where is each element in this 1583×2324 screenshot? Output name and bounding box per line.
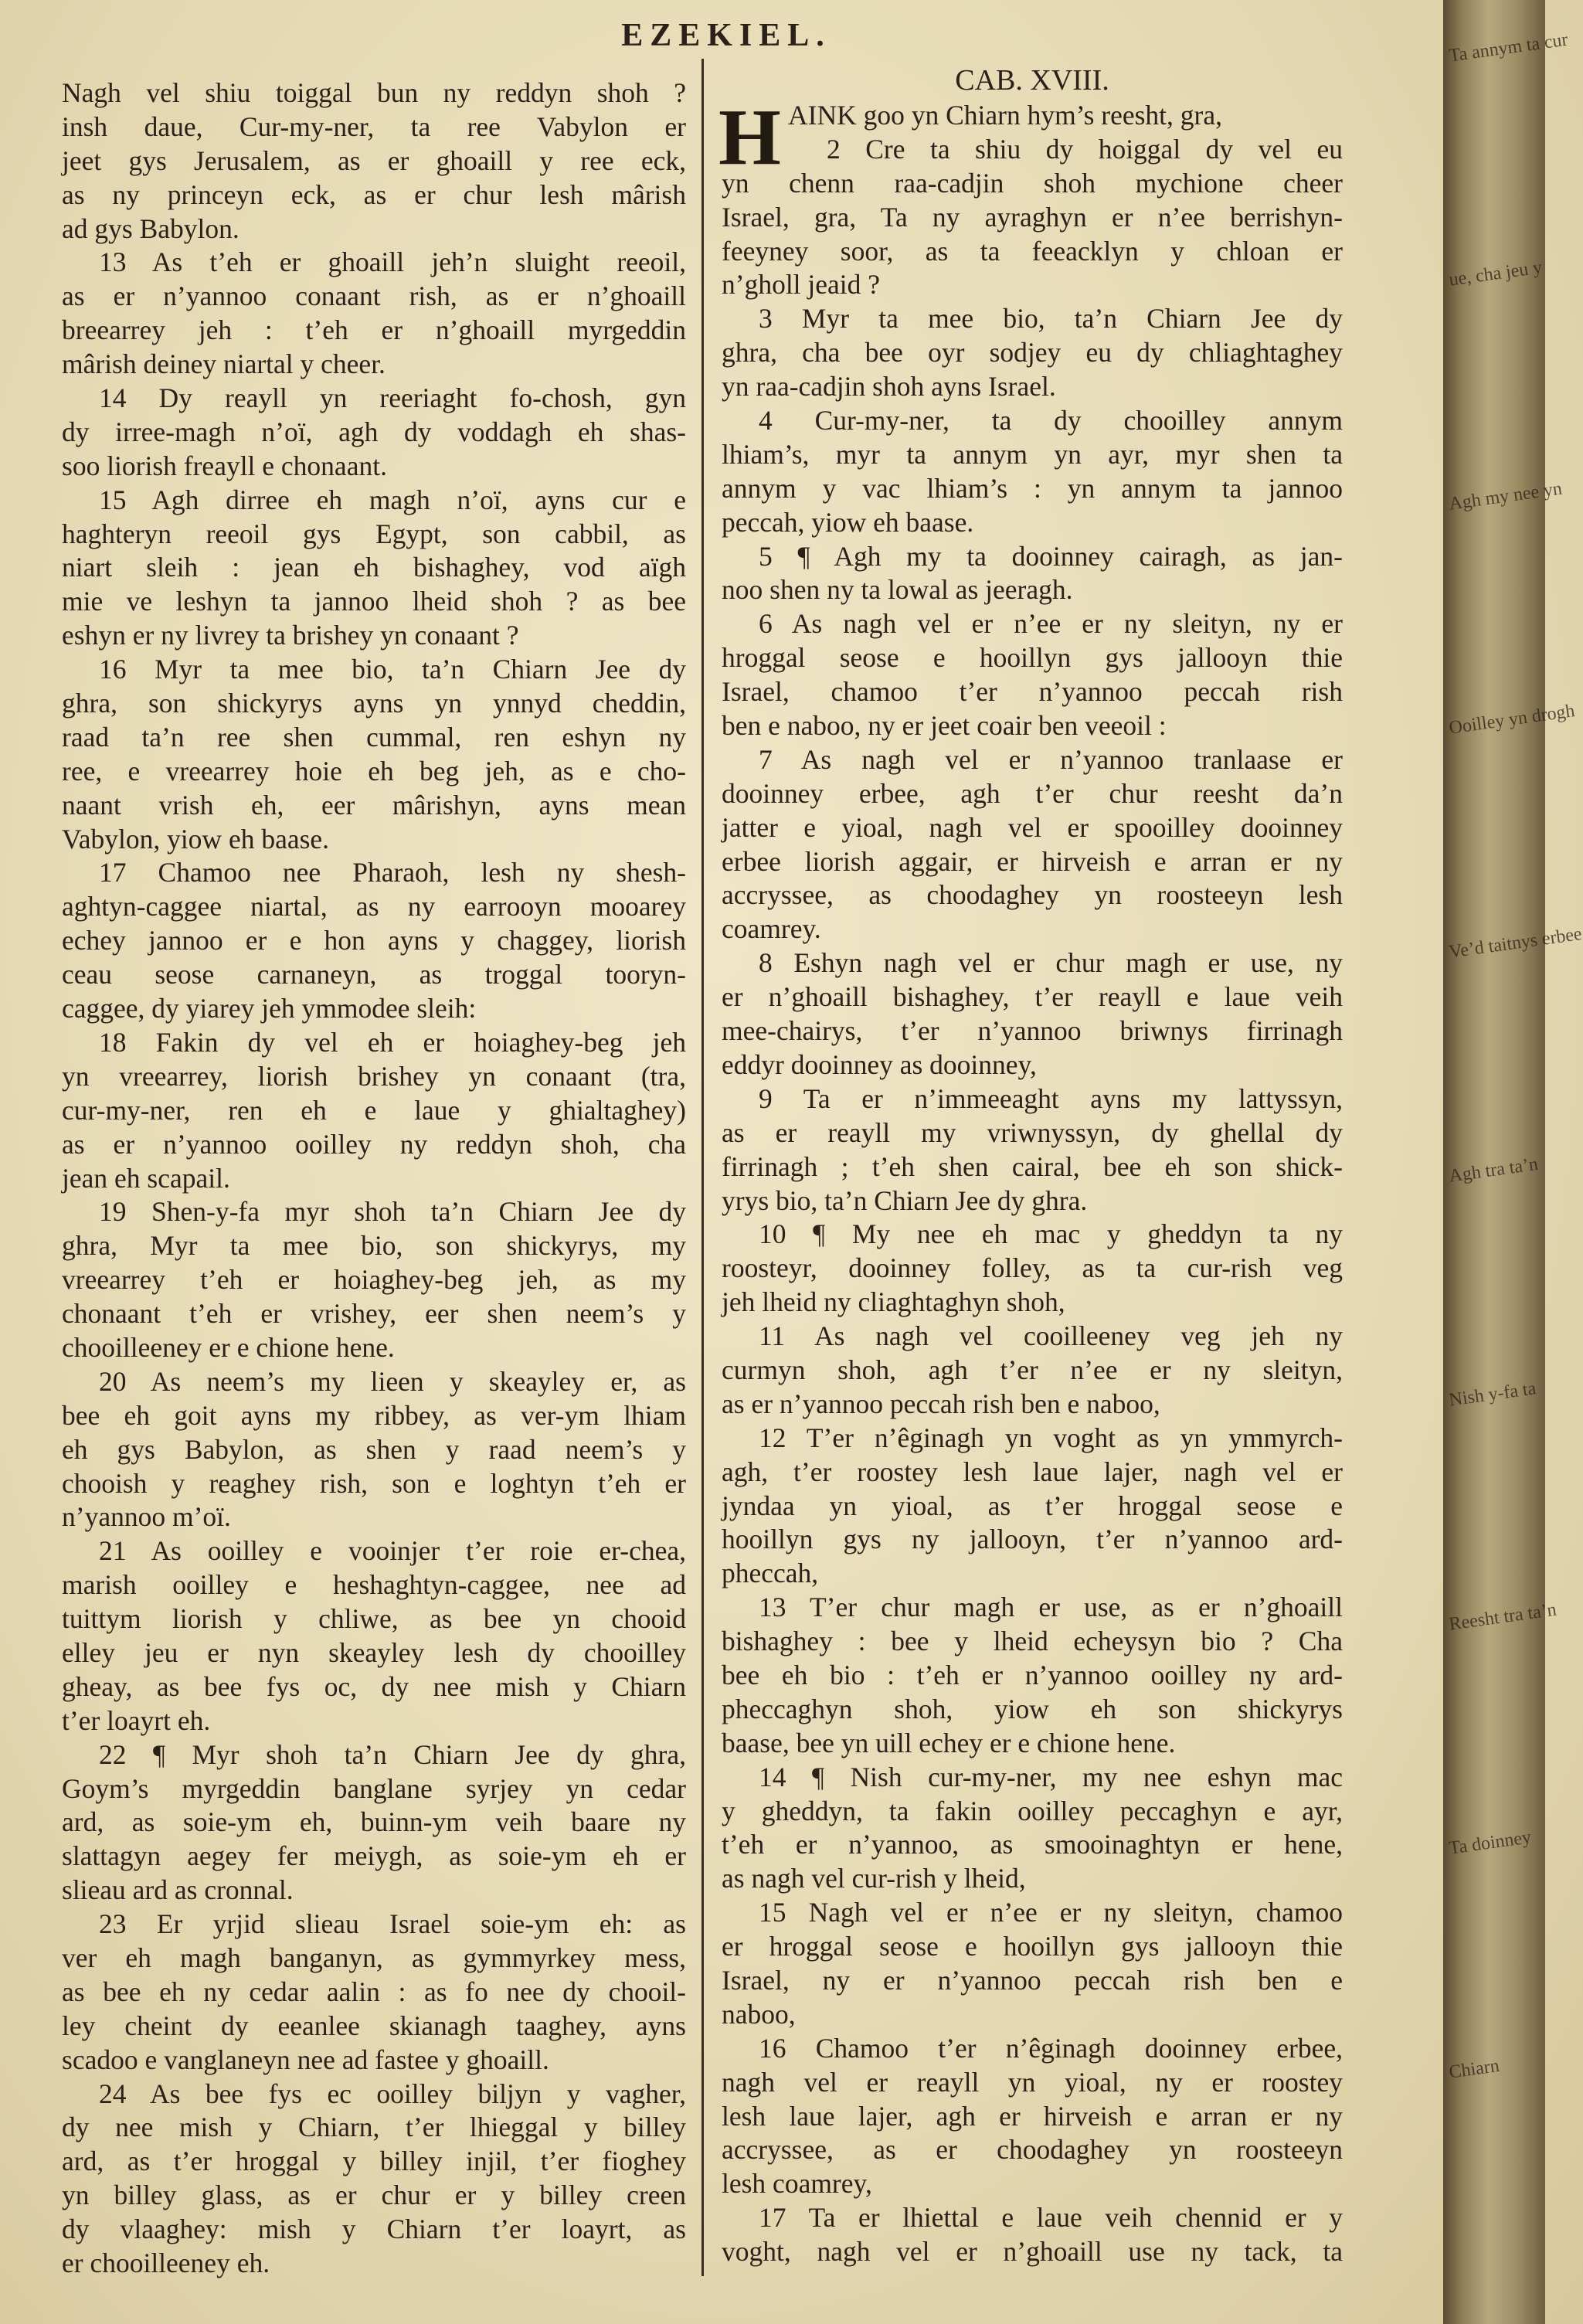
text-line: 14 Dy reayll yn reeriaght fo-chosh, gyn [99, 382, 686, 414]
text-line: ard, as soie-ym eh, buinn-ym veih baare ny [62, 1806, 686, 1838]
text-line: hroggal seose e hooillyn gys jallooyn thie [722, 642, 1343, 674]
text-line: ceau seose carnaneyn, as troggal tooryn- [62, 959, 686, 990]
text-line: 9 Ta er n’immeeaght ayns my lattyssyn, [759, 1082, 1343, 1114]
text-line: mie ve leshyn ta jannoo lheid shoh ? as bee [62, 586, 686, 617]
text-line: 23 Er yrjid slieau Israel soie-ym eh: as [99, 1908, 686, 1940]
text-line: 3 Myr ta mee bio, ta’n Chiarn Jee dy [759, 303, 1343, 335]
text-line: ben e naboo, ny er jeet coair ben veeoil : [722, 710, 1167, 742]
text-line: eh gys Babylon, as shen y raad neem’s y [62, 1433, 686, 1465]
text-line: dy nee mish y Chiarn, t’er lhieggal y billey [62, 2112, 686, 2143]
text-line: scadoo e vanglaneyn nee ad fastee y ghoaill. [62, 2044, 549, 2075]
text-line: yn billey glass, as er chur er y billey creen [62, 2180, 686, 2211]
text-line: jean eh scapail. [62, 1162, 230, 1194]
text-line: jyndaa yn yioal, as t’er hroggal seose e [722, 1490, 1343, 1521]
text-line: yn vreearrey, liorish brishey yn conaant (tra, [62, 1060, 686, 1092]
text-line: chonaant t’eh er vrishey, eer shen neem’s y [62, 1298, 686, 1330]
text-line: AINK goo yn Chiarn hym’s reesht, gra, [788, 100, 1222, 131]
text-line: 13 T’er chur magh er use, as er n’ghoaill [759, 1592, 1343, 1623]
curl-text-fragment: Chiarn [1448, 2055, 1501, 2083]
text-line: Vabylon, yiow eh baase. [62, 823, 330, 855]
text-line: ghra, son shickyrys ayns yn ynnyd cheddin, [62, 688, 686, 719]
text-line: haghteryn reeoil gys Egypt, son cabbil, as [62, 518, 686, 549]
text-line: caggee, dy yiarey jeh ymmodee sleih: [62, 993, 477, 1024]
text-line: t’eh er n’yannoo, as smooinaghtyn er hene, [722, 1829, 1343, 1860]
text-line: dooinney erbee, agh t’er chur reesht da’n [722, 777, 1343, 809]
text-line: 14 ¶ Nish cur-my-ner, my nee eshyn mac [759, 1761, 1343, 1792]
text-line: niart sleih : jean eh bishaghey, vod aïgh [62, 552, 686, 583]
text-line: 17 Chamoo nee Pharaoh, lesh ny shesh- [99, 857, 686, 888]
text-line: pheccah, [722, 1558, 819, 1589]
text-line: 22 ¶ Myr shoh ta’n Chiarn Jee dy ghra, [99, 1738, 686, 1770]
text-line: ghra, Myr ta mee bio, son shickyrys, my [62, 1230, 686, 1262]
text-line: Nagh vel shiu toiggal bun ny reddyn shoh ? [62, 77, 686, 108]
text-line: 5 ¶ Agh my ta dooinney cairagh, as jan- [759, 540, 1343, 572]
text-line: aghtyn-caggee niartal, as ny earrooyn mooarey [62, 891, 686, 922]
text-line: 10 ¶ My nee eh mac y gheddyn ta ny [759, 1218, 1343, 1250]
text-line: 18 Fakin dy vel eh er hoiaghey-beg jeh [99, 1026, 686, 1058]
text-line: erbee liorish aggair, er hirveish e arran er ny [722, 845, 1343, 877]
text-line: Goym’s myrgeddin banglane syrjey yn cedar [62, 1772, 686, 1804]
text-line: 15 Nagh vel er n’ee er ny sleityn, chamoo [759, 1897, 1343, 1928]
text-line: hooillyn gys ny jallooyn, t’er n’yannoo ard- [722, 1524, 1343, 1555]
text-line: lesh coamrey, [722, 2168, 872, 2200]
text-line: as er n’yannoo peccah rish ben e naboo, [722, 1388, 1160, 1419]
text-line: pheccaghyn shoh, yiow eh son shickyrys [722, 1693, 1343, 1724]
curl-text-fragment: Ta doinney [1448, 1827, 1533, 1859]
text-line: bishaghey : bee y lheid echeysyn bio ? Cha [722, 1626, 1343, 1657]
text-line: as er reayll my vriwnyssyn, dy ghellal dy [722, 1116, 1343, 1148]
text-line: ad gys Babylon. [62, 212, 239, 244]
curl-text-fragment: Ooilley yn drogh [1448, 701, 1577, 739]
text-line: n’gholl jeaid ? [722, 269, 881, 301]
text-line: Israel, gra, Ta ny ayraghyn er n’ee berrishyn- [722, 201, 1343, 233]
text-line: peccah, yiow eh baase. [722, 506, 974, 538]
text-line: nagh vel er reayll yn yioal, ny er roostey [722, 2066, 1343, 2098]
text-line: as nagh vel cur-rish y lheid, [722, 1863, 1026, 1894]
text-line: ver eh magh banganyn, as gymmyrkey mess, [62, 1942, 686, 1973]
text-line: firrinagh ; t’eh shen cairal, bee eh son shick- [722, 1150, 1343, 1182]
curl-text-fragment: Agh tra ta’n [1448, 1154, 1540, 1187]
text-line: 8 Eshyn nagh vel er chur magh er use, ny [759, 947, 1343, 979]
text-line: ghra, cha bee oyr sodjey eu dy chliaghtaghey [722, 337, 1343, 369]
text-line: Israel, chamoo t’er n’yannoo peccah rish [722, 676, 1343, 708]
text-line: raad ta’n ree shen cummal, ren eshyn ny [62, 721, 686, 753]
text-line: dy vlaaghey: mish y Chiarn t’er loayrt, as [62, 2214, 686, 2245]
left-column [62, 76, 686, 2281]
text-line: y gheddyn, ta fakin ooilley peccaghyn e ayr, [722, 1795, 1343, 1826]
text-line: accryssee, as er choodaghey yn roosteeyn [722, 2134, 1343, 2166]
text-line: yn raa-cadjin shoh ayns Israel. [722, 371, 1056, 403]
text-line: ree, e vreearrey hoie eh beg jeh, as e cho- [62, 755, 686, 787]
text-line: 4 Cur-my-ner, ta dy chooilley annym [759, 405, 1343, 437]
text-line: 6 As nagh vel er n’ee er ny sleityn, ny er [759, 608, 1343, 640]
next-page-curl [1443, 0, 1583, 2324]
text-line: insh daue, Cur-my-ner, ta ree Vabylon er [62, 110, 686, 142]
text-line: chooish y reaghey rish, son e loghtyn t’eh er [62, 1467, 686, 1499]
running-header: EZEKIEL. [621, 18, 831, 53]
text-line: eddyr dooinney as dooinney, [722, 1048, 1037, 1080]
text-line: slieau ard as cronnal. [62, 1874, 294, 1906]
text-line: 2 Cre ta shiu dy hoiggal dy vel eu [827, 133, 1343, 165]
text-line: naboo, [722, 1998, 796, 2030]
text-line: 20 As neem’s my lieen y skeayley er, as [99, 1365, 686, 1397]
text-line: as bee eh ny cedar aalin : as fo nee dy chooil- [62, 1976, 686, 2007]
text-line: coamrey. [722, 913, 821, 945]
text-line: baase, bee yn uill echey er e chione hene. [722, 1727, 1176, 1758]
text-line: voght, nagh vel er n’ghoaill use ny tack, ta [722, 2236, 1343, 2268]
text-line: soo liorish freayll e chonaant. [62, 450, 387, 481]
text-line: 15 Agh dirree eh magh n’oï, ayns cur e [99, 484, 686, 515]
text-line: yrys bio, ta’n Chiarn Jee dy ghra. [722, 1184, 1088, 1216]
text-line: as ny princeyn eck, as er chur lesh mârish [62, 178, 686, 210]
text-line: n’yannoo m’oï. [62, 1501, 231, 1533]
text-line: 7 As nagh vel er n’yannoo tranlaase er [759, 743, 1343, 775]
text-line: dy irree-magh n’oï, agh dy voddagh eh shas- [62, 416, 686, 447]
text-line: jeet gys Jerusalem, as er ghoaill y ree eck, [62, 144, 686, 176]
text-line: mârish deiney niartal y cheer. [62, 348, 386, 380]
text-line: 24 As bee fys ec ooilley biljyn y vagher, [99, 2078, 686, 2109]
text-line: yn chenn raa-cadjin shoh mychione cheer [722, 167, 1343, 199]
text-line: cur-my-ner, ren eh e laue y ghialtaghey) [62, 1094, 686, 1126]
text-line: as er n’yannoo conaant rish, as er n’ghoaill [62, 280, 686, 312]
text-line: gheay, as bee fys oc, dy nee mish y Chiarn [62, 1670, 686, 1702]
text-line: mee-chairys, t’er n’yannoo briwnys firrinagh [722, 1015, 1343, 1047]
text-line: lhiam’s, myr ta annym yn ayr, myr shen ta [722, 438, 1343, 470]
text-line: er chooilleeney eh. [62, 2248, 270, 2278]
curl-text-fragment: Reesht tra ta’n [1448, 1599, 1558, 1635]
curl-text-fragment: ue, cha jeu y [1448, 257, 1544, 290]
chapter-heading: CAB. XVIII. [955, 64, 1109, 97]
text-line: jatter e yioal, nagh vel er spooilley dooinney [722, 811, 1343, 843]
text-line: as er n’yannoo ooilley ny reddyn shoh, cha [62, 1128, 686, 1160]
curl-text-fragment: Ve’d taitnys erbee [1448, 923, 1583, 963]
curl-text-fragment: Agh my nee yn [1448, 478, 1564, 515]
text-line: vreearrey t’eh er hoiaghey-beg jeh, as my [62, 1264, 686, 1296]
curl-text-fragment: Nish y-fa ta [1448, 1378, 1537, 1411]
text-line: ley cheint dy eeanlee skianagh taaghey, ayns [62, 2010, 686, 2041]
text-line: 11 As nagh vel cooilleeney veg jeh ny [759, 1320, 1343, 1352]
right-column [718, 93, 1343, 2269]
text-line: bee eh goit ayns my ribbey, as ver-ym lhiam [62, 1399, 686, 1431]
text-line: Israel, ny er n’yannoo peccah rish ben e [722, 1964, 1343, 1996]
text-line: bee eh bio : t’eh er n’yannoo ooilley ny ard- [722, 1659, 1343, 1690]
text-line: noo shen ny ta lowal as jeeragh. [722, 574, 1073, 606]
text-line: echey jannoo er e hon ayns y chaggey, liorish [62, 925, 686, 956]
curl-text-fragment: Ta annym ta cur [1448, 29, 1570, 66]
text-line: jeh lheid ny cliaghtaghyn shoh, [722, 1286, 1065, 1318]
text-line: naant vrish eh, eer mârishyn, ayns mean [62, 789, 686, 821]
column-divider [701, 59, 704, 2276]
text-line: 19 Shen-y-fa myr shoh ta’n Chiarn Jee dy [99, 1196, 686, 1228]
text-line: chooilleeney er e chione hene. [62, 1331, 395, 1363]
text-line: lesh laue lajer, agh er hirveish e arran er ny [722, 2100, 1343, 2132]
text-line: er hroggal seose e hooillyn gys jallooyn thie [722, 1931, 1343, 1962]
text-line: agh, t’er roostey lesh laue lajer, nagh vel er [722, 1456, 1343, 1487]
text-line: er n’ghoaill bishaghey, t’er reayll e laue veih [722, 981, 1343, 1013]
text-line: 13 As t’eh er ghoaill jeh’n sluight reeoil, [99, 246, 686, 278]
text-line: feeyney soor, as ta feeacklyn y chloan er [722, 235, 1343, 267]
text-line: curmyn shoh, agh t’er n’ee er ny sleityn, [722, 1354, 1343, 1385]
text-line: ard, as t’er hroggal y billey injil, t’er fioghey [62, 2146, 686, 2177]
text-line: 21 As ooilley e vooinjer t’er roie er-chea, [99, 1535, 686, 1567]
text-line: annym y vac lhiam’s : yn annym ta jannoo [722, 472, 1343, 504]
text-line: tuittym liorish y chliwe, as bee yn chooid [62, 1603, 686, 1635]
text-line: marish ooilley e heshaghtyn-caggee, nee ad [62, 1569, 686, 1601]
text-line: slattagyn aegey fer meiygh, as soie-ym eh er [62, 1840, 686, 1872]
text-line: eshyn er ny livrey ta brishey yn conaant ? [62, 620, 519, 651]
drop-cap: H [718, 93, 781, 182]
text-line: 17 Ta er lhiettal e laue veih chennid er y [759, 2202, 1343, 2234]
text-line: roosteyr, dooinney folley, as ta cur-rish veg [722, 1252, 1343, 1284]
text-line: t’er loayrt eh. [62, 1704, 211, 1736]
text-line: 12 T’er n’êginagh yn voght as yn ymmyrch- [759, 1422, 1343, 1453]
text-line: elley jeu er nyn skeayley lesh dy chooilley [62, 1636, 686, 1668]
text-line: 16 Myr ta mee bio, ta’n Chiarn Jee dy [99, 654, 686, 685]
text-line: 16 Chamoo t’er n’êginagh dooinney erbee, [759, 2032, 1343, 2064]
text-line: accryssee, as choodaghey yn roosteeyn lesh [722, 879, 1343, 911]
text-line: breearrey jeh : t’eh er n’ghoaill myrgeddin [62, 314, 686, 346]
